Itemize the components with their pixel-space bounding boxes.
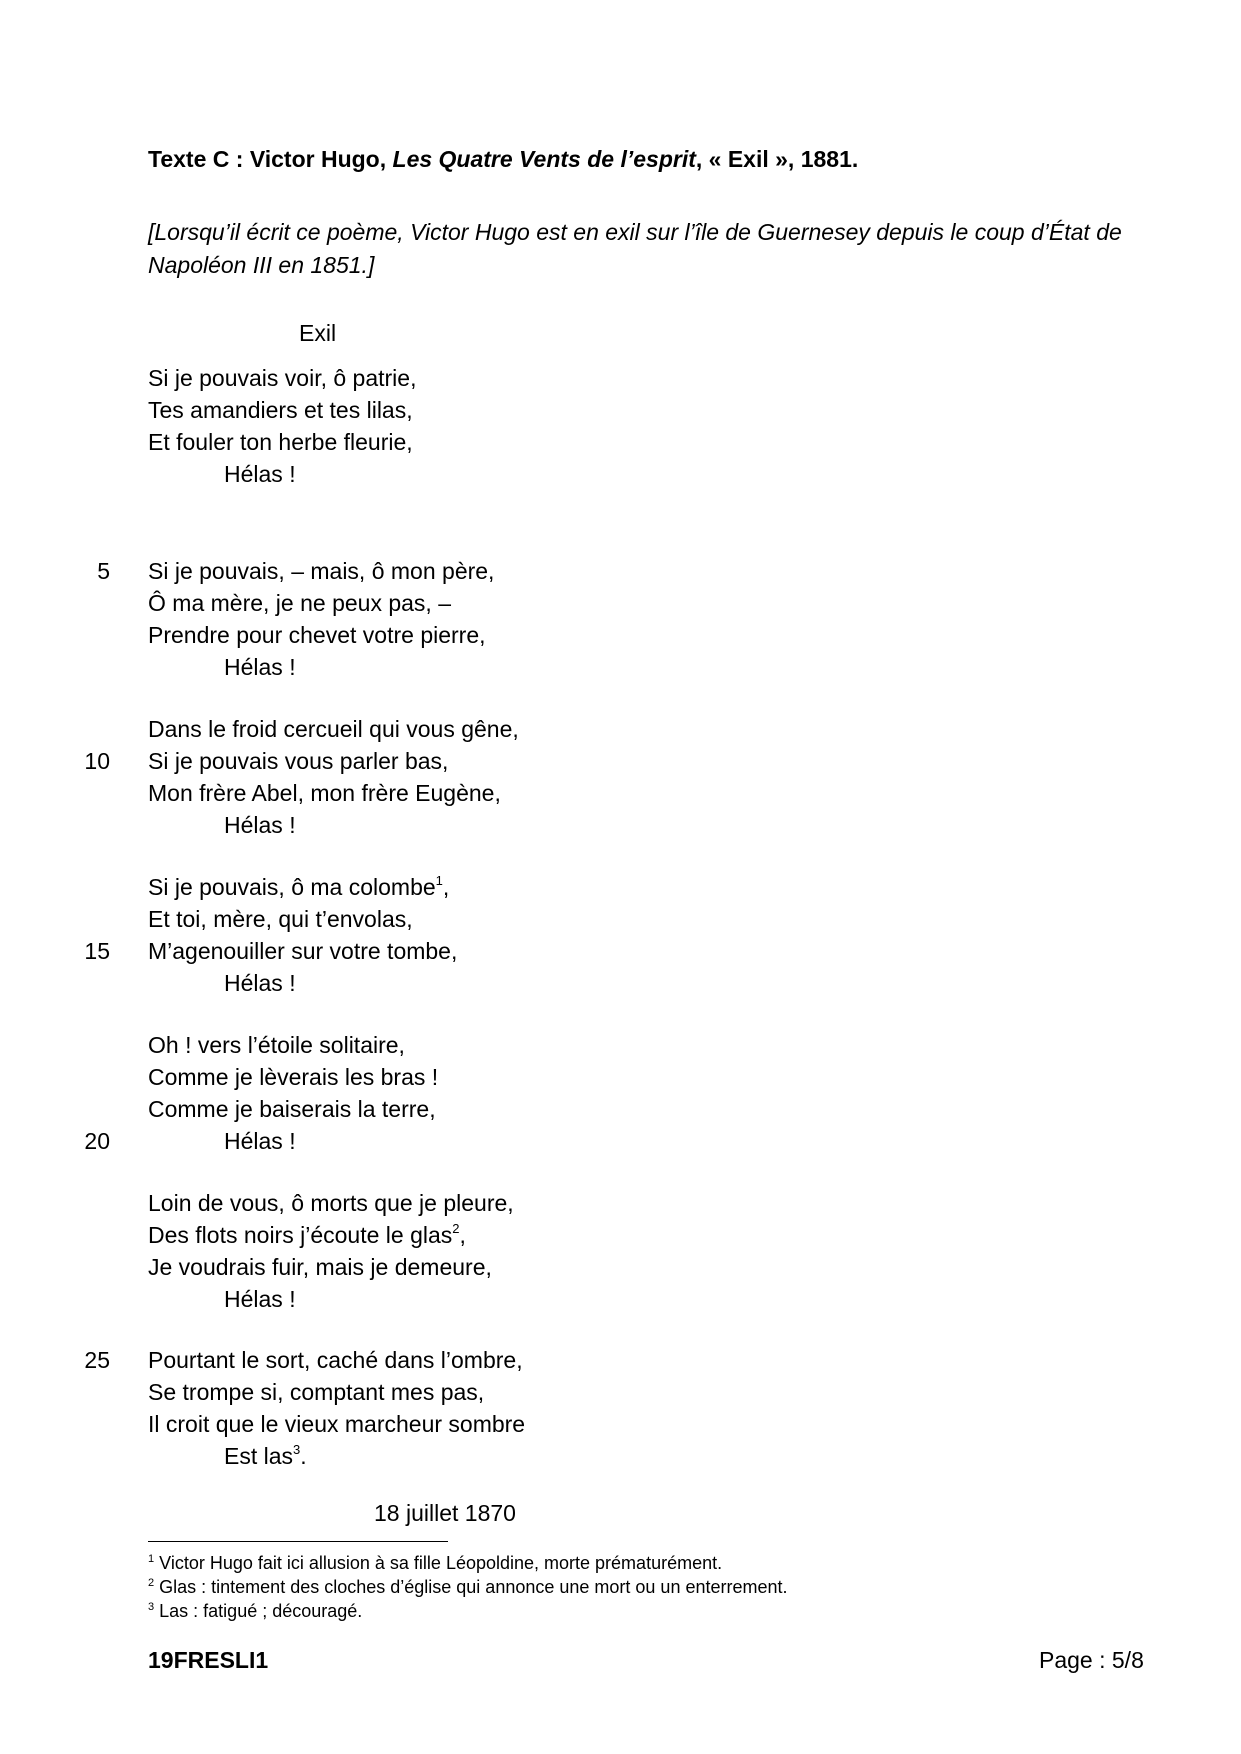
footnote: $^3$ Las : fatigué ; découragé. bbox=[148, 1601, 363, 1621]
poem-line: Se trompe si, comptant mes pas, bbox=[148, 1379, 485, 1405]
footnote-marker: 2 bbox=[452, 1221, 460, 1236]
poem-line: Si je pouvais, – mais, ô mon père, bbox=[148, 558, 495, 584]
line-number: 10 bbox=[84, 748, 110, 774]
poem-line: Oh ! vers l’étoile solitaire, bbox=[148, 1032, 405, 1058]
poem-line: Dans le froid cercueil qui vous gêne, bbox=[148, 716, 519, 742]
footnote-marker: 3 bbox=[293, 1442, 301, 1457]
poem-line: Ô ma mère, je ne peux pas, – bbox=[148, 590, 451, 616]
poem-line: Comme je baiserais la terre, bbox=[148, 1096, 436, 1122]
line-number: 5 bbox=[97, 558, 110, 584]
poem-line: Si je pouvais voir, ô patrie, bbox=[148, 365, 417, 391]
poem-line: Loin de vous, ô morts que je pleure, bbox=[148, 1190, 514, 1216]
line-number: 20 bbox=[84, 1128, 110, 1154]
page-number: Page : 5/8 bbox=[1039, 1647, 1144, 1673]
poem-line: Et fouler ton herbe fleurie, bbox=[148, 429, 413, 455]
line-number: 15 bbox=[84, 938, 110, 964]
poem-refrain: Hélas ! bbox=[224, 1286, 296, 1312]
intro-note: [Lorsqu’il écrit ce poème, Victor Hugo est en exil sur l’île de Guernesey depuis le coup d’État de Napoléon III en 1851.] bbox=[148, 219, 1122, 278]
poem-refrain: Hélas ! bbox=[224, 812, 296, 838]
poem-refrain: Hélas ! bbox=[224, 654, 296, 680]
poem-line: Mon frère Abel, mon frère Eugène, bbox=[148, 780, 501, 806]
poem-refrain: Hélas ! bbox=[224, 1128, 296, 1154]
poem-title: Exil bbox=[299, 320, 337, 346]
document-heading: Texte C : Victor Hugo, Les Quatre Vents de l’esprit, « Exil », 1881. bbox=[148, 146, 859, 172]
poem-line: Si je pouvais vous parler bas, bbox=[148, 748, 449, 774]
poem-line: M’agenouiller sur votre tombe, bbox=[148, 938, 458, 964]
footnote: $^1$ Victor Hugo fait ici allusion à sa fille Léopoldine, morte prématurément. bbox=[148, 1553, 723, 1573]
poem-line: Comme je lèverais les bras ! bbox=[148, 1064, 439, 1090]
poem-line: Prendre pour chevet votre pierre, bbox=[148, 622, 486, 648]
footnote-marker: 1 bbox=[435, 873, 443, 888]
poem-line: Il croit que le vieux marcheur sombre bbox=[148, 1411, 526, 1437]
poem-refrain: Est las$^3$. bbox=[224, 1442, 307, 1469]
footnote-divider bbox=[148, 1541, 448, 1542]
poem-line: Je voudrais fuir, mais je demeure, bbox=[148, 1254, 492, 1280]
footnote: $^2$ Glas : tintement des cloches d’église qui annonce une mort ou un enterrement. bbox=[148, 1577, 788, 1597]
work-title: Les Quatre Vents de l’esprit bbox=[392, 146, 696, 172]
document-code: 19FRESLI1 bbox=[148, 1647, 269, 1673]
poem-line: Et toi, mère, qui t’envolas, bbox=[148, 906, 413, 932]
poem-line: Tes amandiers et tes lilas, bbox=[148, 397, 413, 423]
poem-date: 18 juillet 1870 bbox=[374, 1500, 516, 1526]
poem-line: Pourtant le sort, caché dans l’ombre, bbox=[148, 1347, 523, 1373]
poem-line: Si je pouvais, ô ma colombe$^1$, bbox=[148, 873, 450, 900]
poem-refrain: Hélas ! bbox=[224, 970, 296, 996]
line-number: 25 bbox=[84, 1347, 110, 1373]
poem-refrain: Hélas ! bbox=[224, 461, 296, 487]
poem-line: Des flots noirs j’écoute le glas$^2$, bbox=[148, 1221, 466, 1248]
